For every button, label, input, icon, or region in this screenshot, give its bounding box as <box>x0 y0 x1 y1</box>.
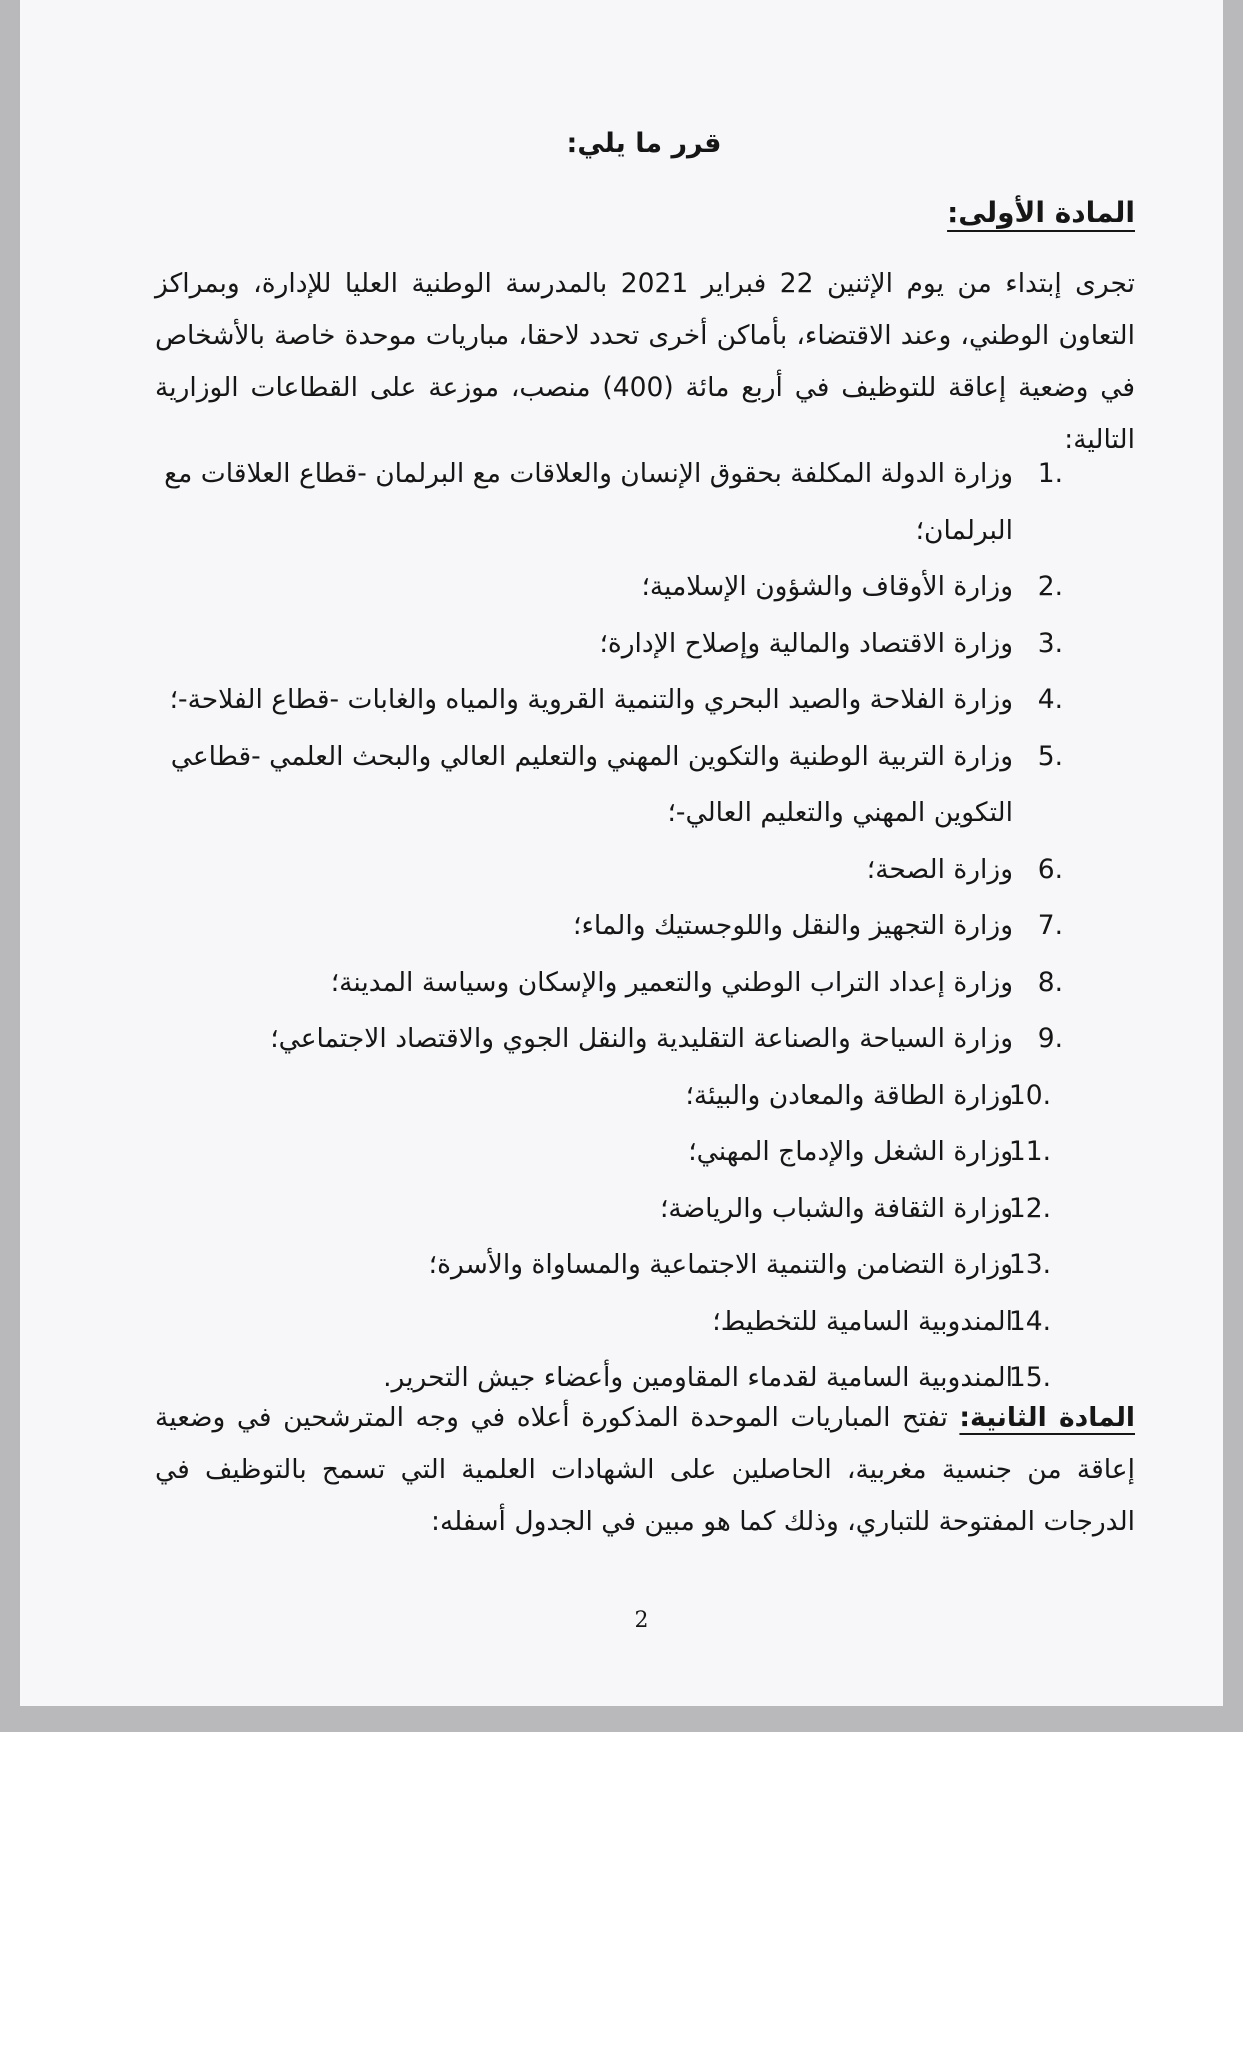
list-item-text: وزارة التضامن والتنمية الاجتماعية والمساواة والأسرة؛ <box>428 1249 1013 1280</box>
list-item <box>133 1237 1051 1294</box>
list-item-number: 1. <box>1037 458 1063 489</box>
list-item <box>133 559 1063 616</box>
ministries-list <box>133 446 1063 1407</box>
article-2 <box>155 1392 1135 1548</box>
list-item <box>133 1011 1063 1068</box>
list-item-number: 2. <box>1037 571 1063 602</box>
list-item <box>133 842 1063 899</box>
list-item-number: 14. <box>1008 1305 1051 1337</box>
list-item-text: وزارة الاقتصاد والمالية وإصلاح الإدارة؛ <box>599 627 1013 659</box>
decision-heading: قرر ما يلي: <box>566 128 722 159</box>
list-item-text: وزارة إعداد التراب الوطني والتعمير والإسكان وسياسة المدينة؛ <box>330 966 1013 998</box>
list-item <box>133 898 1063 955</box>
list-item-number: 9. <box>1037 1023 1063 1054</box>
list-item-text: وزارة الشغل والإدماج المهني؛ <box>688 1136 1013 1167</box>
list-item-text: وزارة الصحة؛ <box>866 853 1013 885</box>
page-number: 2 <box>634 1608 649 1633</box>
list-item-number: 13. <box>1008 1249 1051 1280</box>
list-item-number: 15. <box>1008 1362 1051 1393</box>
list-item-number: 3. <box>1037 627 1063 659</box>
list-item <box>133 672 1063 729</box>
list-item-text: وزارة السياحة والصناعة التقليدية والنقل الجوي والاقتصاد الاجتماعي؛ <box>270 1023 1013 1054</box>
article-2-text: تفتح المباريات الموحدة المذكورة أعلاه في وجه المترشحين في وضعية إعاقة من جنسية مغربية، الحاصلين على الشهادات العلمية التي تسمح بالتوظيف في الدرجات المفتوحة للتباري، وذلك كما هو مبين في الجدول أسفله: <box>155 1402 1135 1537</box>
list-item-text: المندوبية السامية للتخطيط؛ <box>712 1305 1013 1337</box>
document-page <box>20 0 1223 1706</box>
list-item-text: وزارة الأوقاف والشؤون الإسلامية؛ <box>641 571 1013 602</box>
list-item-text: وزارة الدولة المكلفة بحقوق الإنسان والعلاقات مع البرلمان -قطاع العلاقات مع البرلمان؛ <box>164 458 1013 546</box>
list-item <box>133 1068 1051 1125</box>
list-item <box>133 1124 1051 1181</box>
list-item-text: وزارة الثقافة والشباب والرياضة؛ <box>659 1192 1013 1224</box>
list-item <box>133 616 1063 673</box>
list-item <box>133 955 1063 1012</box>
article-1-title: المادة الأولى: <box>947 196 1135 229</box>
list-item-number: 7. <box>1037 910 1063 941</box>
list-item-number: 12. <box>1008 1192 1051 1224</box>
article-2-title: المادة الثانية: <box>959 1402 1135 1433</box>
list-item-text: المندوبية السامية لقدماء المقاومين وأعضاء جيش التحرير. <box>383 1362 1013 1393</box>
list-item-text: وزارة الطاقة والمعادن والبيئة؛ <box>685 1079 1013 1111</box>
article-1-text: تجرى إبتداء من يوم الإثنين 22 فبراير 2021 بالمدرسة الوطنية العليا للإدارة، وبمراكز التعاون الوطني، وعند الاقتضاء، بأماكن أخرى تحدد لاحقا، مباريات موحدة خاصة بالأشخاص في وضعية إعاقة للتوظيف في أربع مائة (400) منصب، موزعة على القطاعات الوزارية التالية: <box>155 268 1136 455</box>
list-item-text: وزارة التربية الوطنية والتكوين المهني والتعليم العالي والبحث العلمي -قطاعي التكوين المهني والتعليم العالي-؛ <box>170 740 1013 828</box>
list-item <box>133 729 1063 842</box>
list-item-number: 6. <box>1037 853 1063 885</box>
list-item <box>133 1181 1051 1238</box>
list-item <box>133 1294 1051 1351</box>
list-item-number: 8. <box>1037 966 1063 998</box>
list-item <box>133 446 1063 559</box>
list-item-number: 5. <box>1037 740 1063 772</box>
list-item-number: 11. <box>1008 1136 1051 1167</box>
list-item-number: 10. <box>1008 1079 1051 1111</box>
list-item-text: وزارة التجهيز والنقل واللوجستيك والماء؛ <box>573 910 1013 941</box>
list-item-text: وزارة الفلاحة والصيد البحري والتنمية القروية والمياه والغابات -قطاع الفلاحة-؛ <box>169 684 1013 715</box>
list-item-number: 4. <box>1037 684 1063 715</box>
